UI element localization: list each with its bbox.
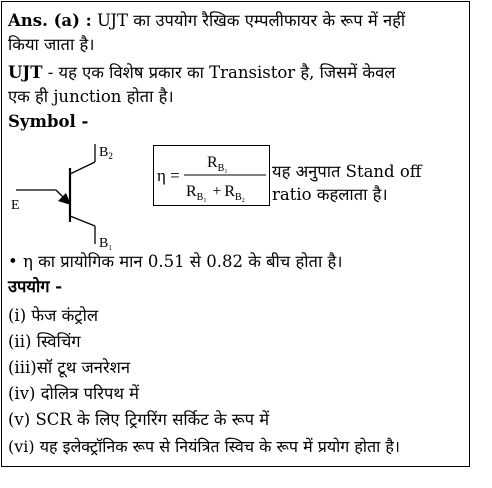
answer-line [8,10,405,32]
definition-text: - यह एक विशेष प्रकार का Transistor है, जिसमें केवल [42,63,396,82]
definition-line-2: एक ही junction होता है। [8,87,174,106]
definition-line [8,62,395,84]
answer-line-2: किया जाता है। [8,35,95,54]
list-item: (v) SCR के लिए ट्रिगरिंग सर्किट के रूप में [8,410,270,429]
uses-heading: उपयोग - [8,277,63,296]
formula-numerator: $R_B1$ [207,154,228,175]
formula-denominator: $R_B1+ R_B2$ [186,183,245,204]
list-item: (iv) दोलित्र परिपथ में [8,384,139,403]
answer-label: Ans. (a) : [8,11,92,30]
eta-formula [153,145,270,206]
ujt-b1-lead [70,216,95,226]
list-item: (ii) स्विचिंग [8,332,81,351]
ujt-b2-lead [70,162,95,174]
ujt-symbol [0,136,150,254]
list-item: (vi) यह इलेक्ट्रॉनिक रूप से नियंत्रित स्विच के रूप में प्रयोग होता है। [8,437,400,456]
list-item: (iii)सॉ टूथ जनरेशन [8,358,131,377]
answer-text: UJT का उपयोग रैखिक एम्पलीफायर के रूप में नहीं [91,11,406,30]
label-b1: $B_1$ [99,236,112,252]
value-line: • η का प्रायोगिक मान 0.51 से 0.82 के बीच होता है। [8,252,343,271]
symbol-heading: Symbol - [8,112,89,131]
definition-term: UJT [8,63,43,82]
formula-note-1: यह अनुपात Stand off [272,162,422,181]
label-b2: $B_2$ [99,145,113,161]
list-item: (i) फेज कंट्रोल [8,306,99,325]
eta-symbol: η = [157,166,180,185]
label-e: E [11,198,20,213]
formula-note-2: ratio कहलाता है। [272,185,388,204]
